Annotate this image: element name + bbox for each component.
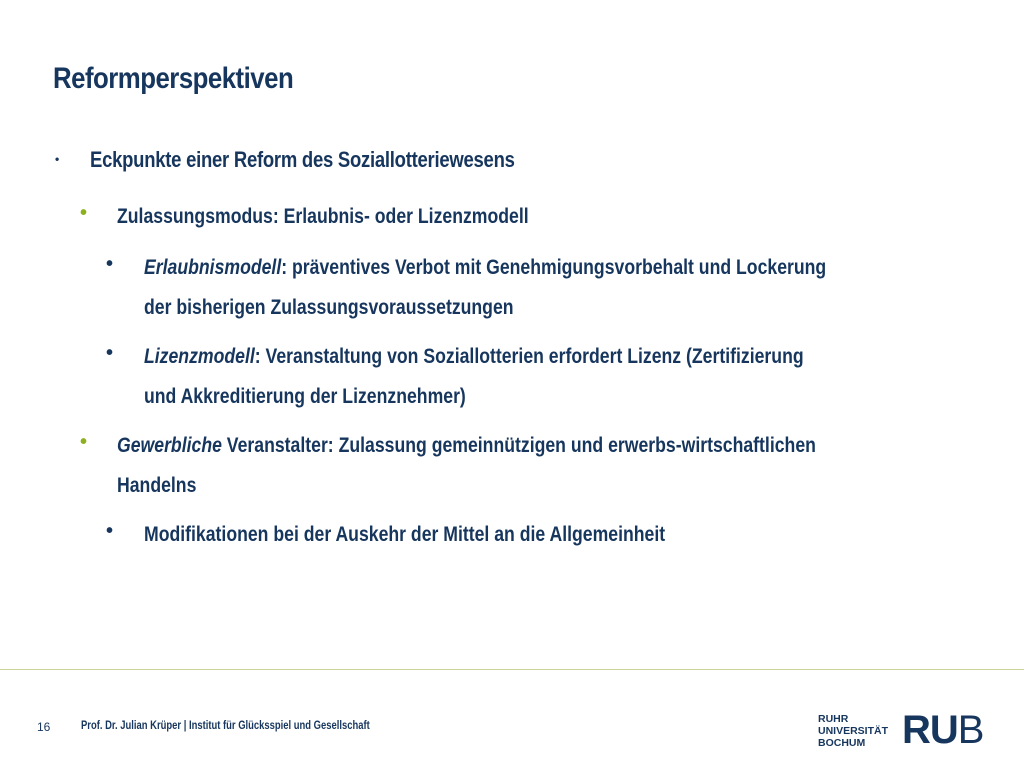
bullet-icon: • <box>106 253 114 275</box>
list-item-text: : Veranstaltung von Soziallotterien erfordert Lizenz (Zertifizierung <box>254 345 804 368</box>
list-item-text: Zulassungsmodus: Erlaubnis- oder Lizenzmodell <box>117 205 529 228</box>
term-label: Erlaubnismodell <box>144 256 282 279</box>
rub-logo <box>902 707 983 753</box>
list-item-text: Veranstalter: Zulassung gemeinnützigen und erwerbs-wirtschaftlichen <box>221 434 816 457</box>
footer-divider <box>0 669 1024 670</box>
list-item-text-cont: und Akkreditierung der Lizenznehmer) <box>144 385 466 408</box>
logo-mark-main: RU <box>902 708 958 752</box>
list-item-text: Eckpunkte einer Reform des Soziallotteriewesens <box>90 147 515 172</box>
wordmark-line: UNIVERSITÄT <box>818 725 889 737</box>
page-number: 16 <box>37 720 51 734</box>
list-item-text-cont: der bisherigen Zulassungsvoraussetzungen <box>144 296 514 319</box>
wordmark-line: RUHR <box>818 713 849 725</box>
bullet-icon: • <box>80 431 88 453</box>
list-item-text-cont: Handelns <box>117 474 197 497</box>
term-label: Lizenzmodell <box>144 345 255 368</box>
bullet-icon: • <box>80 202 88 224</box>
slide-title: Reformperspektiven <box>53 62 294 95</box>
wordmark-line: BOCHUM <box>818 737 866 749</box>
bullet-icon: • <box>106 342 114 364</box>
bullet-icon: • <box>106 520 114 542</box>
logo-mark-end: B <box>957 708 984 752</box>
footer-credit: Prof. Dr. Julian Krüper | Institut für Glücksspiel und Gesellschaft <box>81 720 370 732</box>
university-wordmark <box>818 713 888 749</box>
list-item-text: : präventives Verbot mit Genehmigungsvorbehalt und Lockerung <box>281 256 827 279</box>
list-item-text: Modifikationen bei der Auskehr der Mittel an die Allgemeinheit <box>144 523 666 546</box>
bullet-icon: • <box>55 152 60 166</box>
term-label: Gewerbliche <box>117 434 222 457</box>
